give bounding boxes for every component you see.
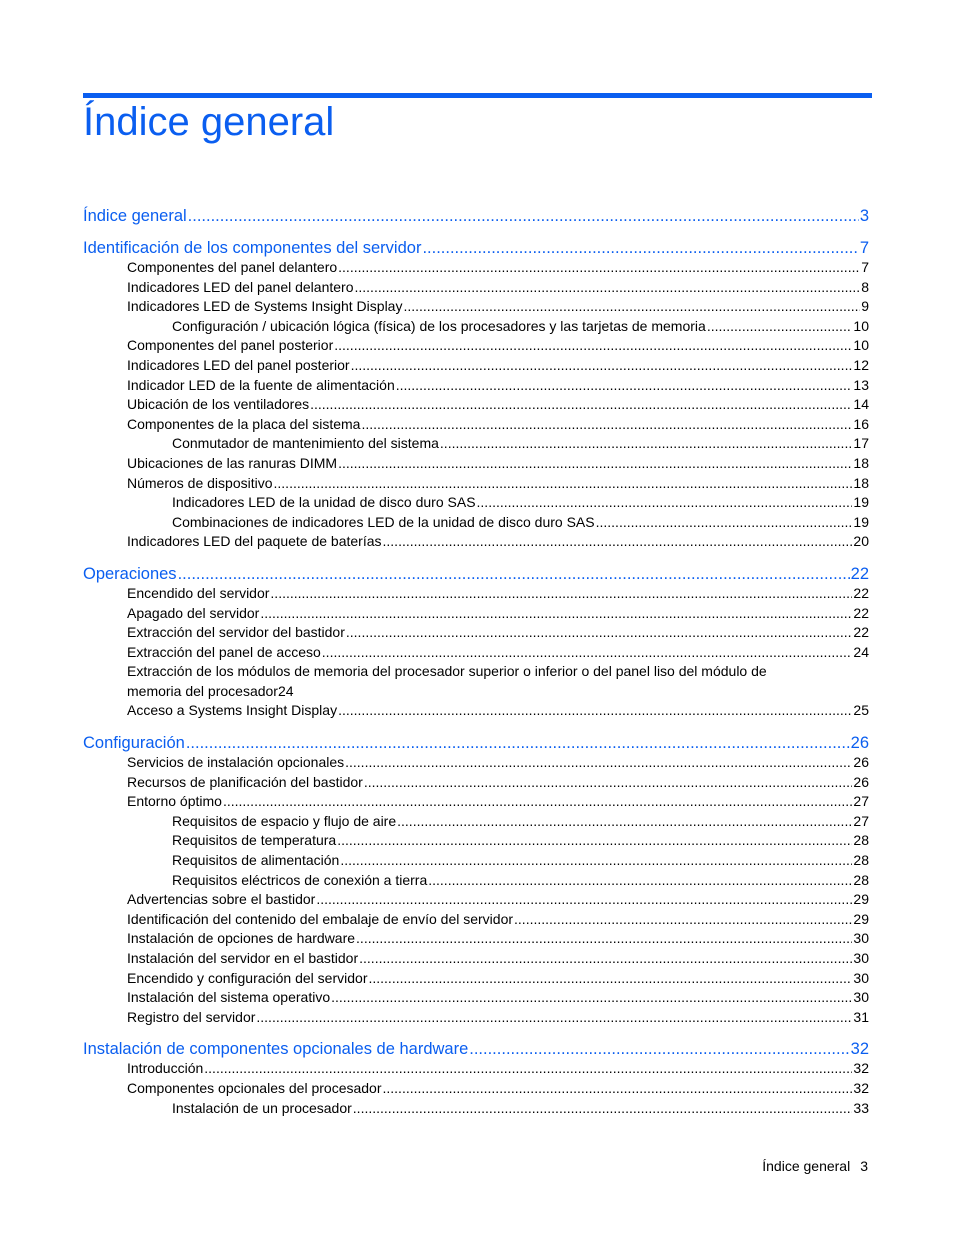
toc-leader-dots [256, 1008, 852, 1028]
toc-leader-dots [469, 1040, 849, 1059]
toc-entry[interactable] [83, 753, 869, 773]
toc-entry-title: Operaciones [83, 564, 177, 583]
toc-entry-title: Componentes del panel posterior [127, 337, 334, 354]
toc-leader-dots [270, 584, 852, 604]
toc-entry[interactable] [83, 1037, 869, 1059]
toc-entry-page: 28 [853, 871, 869, 888]
toc-entry-page: 10 [853, 337, 869, 354]
toc-entry[interactable] [83, 434, 869, 454]
toc-entry-title: Combinaciones de indicadores LED de la unidad de disco duro SAS [172, 513, 595, 530]
toc-entry[interactable] [83, 731, 869, 753]
toc-leader-dots [316, 890, 852, 910]
toc-entry-title: Recursos de planificación del bastidor [127, 773, 363, 790]
toc-leader-dots [355, 278, 861, 298]
toc-leader-dots [396, 376, 853, 396]
toc-entry-page: 18 [853, 474, 869, 491]
toc-entry-title: Indicadores LED del panel posterior [127, 356, 350, 373]
toc-entry-page: 25 [853, 702, 869, 719]
toc-entry[interactable] [83, 454, 869, 474]
toc-entry-page: 24 [853, 643, 869, 660]
toc-entry-title: Identificación de los componentes del servidor [83, 239, 422, 257]
toc-entry-title: Encendido del servidor [127, 584, 270, 601]
toc-leader-dots [345, 753, 852, 773]
toc-leader-dots [359, 949, 852, 969]
toc-leader-dots [353, 1099, 853, 1119]
title-rule [83, 93, 872, 98]
toc-leader-dots [383, 532, 853, 552]
toc-leader-dots [338, 701, 852, 721]
toc-leader-dots [428, 871, 852, 891]
toc-entry-title: Identificación del contenido del embalaje de envío del servidor [127, 910, 514, 927]
toc-entry[interactable] [83, 513, 869, 533]
toc-entry-title: Requisitos eléctricos de conexión a tierra [172, 871, 428, 888]
toc-entry[interactable] [83, 356, 869, 376]
toc-entry-title: Instalación de un procesador [172, 1099, 352, 1116]
toc-entry[interactable] [83, 1099, 869, 1119]
toc-entry[interactable] [83, 1008, 869, 1028]
toc-entry-page: 24 [277, 682, 294, 699]
toc-entry[interactable] [83, 662, 869, 701]
toc-entry-title: Extracción del panel de acceso [127, 643, 321, 660]
toc-entry-page: 26 [853, 773, 869, 790]
toc-entry-page: 32 [853, 1079, 869, 1096]
toc-entry-page: 30 [853, 989, 869, 1006]
toc-leader-dots [364, 773, 853, 793]
toc-entry-title: Acceso a Systems Insight Display [127, 702, 338, 719]
toc-entry[interactable] [83, 969, 869, 989]
toc-entry[interactable] [83, 1079, 869, 1099]
toc-entry-title: Números de dispositivo [127, 474, 273, 491]
toc-entry-title: Instalación de componentes opcionales de hardware [83, 1040, 469, 1059]
toc-entry[interactable] [83, 910, 869, 930]
toc-entry-page: 7 [861, 259, 869, 275]
toc-entry-title: Instalación del sistema operativo [127, 989, 331, 1006]
toc-leader-dots [361, 415, 852, 435]
toc-entry-title: Indicadores LED del paquete de baterías [127, 533, 382, 550]
toc-entry[interactable] [83, 1059, 869, 1079]
toc-entry-page: 7 [859, 239, 869, 257]
toc-entry-page: 27 [853, 793, 869, 810]
toc-entry-page: 13 [853, 376, 869, 393]
toc-entry-title: Extracción de los módulos de memoria del procesador superior o inferior o del panel liso del módulo de [127, 663, 767, 680]
toc-entry-title: Índice general [83, 207, 187, 225]
toc-entry-title: Extracción del servidor del bastidor [127, 624, 345, 641]
toc-entry-page: 9 [861, 298, 869, 315]
toc-entry[interactable] [83, 204, 869, 226]
toc-entry[interactable] [83, 258, 869, 278]
toc-entry-title: Indicadores LED de la unidad de disco duro SAS [172, 494, 476, 511]
toc-entry-title: Conmutador de mantenimiento del sistema [172, 435, 439, 452]
toc-entry-title: Ubicación de los ventiladores [127, 396, 310, 413]
toc-entry-page: 30 [853, 930, 869, 947]
toc-entry[interactable] [83, 236, 869, 258]
toc-entry-page: 12 [853, 356, 869, 373]
toc-entry-page: 26 [850, 734, 869, 753]
toc-leader-dots [596, 513, 853, 533]
toc-leader-dots [178, 565, 850, 584]
toc-entry[interactable] [83, 929, 869, 949]
toc-leader-dots [514, 910, 852, 930]
toc-leader-dots [274, 474, 853, 494]
toc-entry-title: Componentes opcionales del procesador [127, 1079, 382, 1096]
toc-entry-page: 26 [853, 754, 869, 771]
toc-entry-title: Ubicaciones de las ranuras DIMM [127, 454, 338, 471]
toc-leader-dots [331, 988, 852, 1008]
footer-label: Índice general [762, 1158, 851, 1174]
toc-entry[interactable] [83, 493, 869, 513]
toc-entry-page: 31 [853, 1008, 869, 1025]
toc-entry-page: 22 [853, 584, 869, 601]
toc-entry-title: Indicadores LED de Systems Insight Display [127, 298, 403, 315]
toc-entry[interactable] [83, 851, 869, 871]
toc-entry-page: 30 [853, 950, 869, 966]
toc-entry-title: Encendido y configuración del servidor [127, 969, 368, 986]
toc-entry-title: Instalación de opciones de hardware [127, 930, 356, 947]
toc-entry[interactable] [83, 297, 869, 317]
toc-entry-title: memoria del procesador [127, 682, 278, 699]
toc-leader-dots [397, 812, 852, 832]
toc-entry[interactable] [83, 643, 869, 663]
toc-entry-title: Indicadores LED del panel delantero [127, 278, 354, 295]
toc-entry[interactable] [83, 949, 869, 969]
toc-entry-title: Servicios de instalación opcionales [127, 754, 345, 771]
toc-entry-page: 30 [853, 969, 869, 986]
toc-leader-dots [383, 1079, 853, 1099]
toc-entry[interactable] [83, 604, 869, 624]
toc-entry[interactable] [83, 623, 869, 643]
toc-leader-dots [322, 643, 853, 663]
toc-entry-page: 3 [859, 207, 869, 225]
toc-entry-title: Instalación del servidor en el bastidor [127, 950, 359, 966]
toc-entry[interactable] [83, 871, 869, 891]
toc-entry[interactable] [83, 562, 869, 584]
toc-entry[interactable] [83, 988, 869, 1008]
toc-entry[interactable] [83, 474, 869, 494]
toc-leader-dots [356, 929, 852, 949]
toc-leader-dots [707, 317, 853, 337]
toc-entry-page: 29 [853, 910, 869, 927]
toc-entry[interactable] [83, 317, 869, 337]
toc-leader-dots [186, 734, 850, 753]
toc-entry[interactable] [83, 376, 869, 396]
toc-entry-page: 29 [853, 891, 869, 908]
toc-entry-title: Advertencias sobre el bastidor [127, 891, 316, 908]
toc-entry-page: 22 [853, 604, 869, 621]
toc-entry[interactable] [83, 812, 869, 832]
toc-entry-title: Requisitos de temperatura [172, 832, 337, 849]
toc-entry-page: 17 [853, 435, 869, 452]
toc-entry[interactable] [83, 890, 869, 910]
toc-leader-dots [346, 623, 853, 643]
toc-entry-page: 19 [853, 494, 869, 511]
toc-leader-dots [403, 297, 860, 317]
toc-entry-title: Registro del servidor [127, 1008, 256, 1025]
toc-entry-title: Entorno óptimo [127, 793, 222, 810]
toc-entry-title: Requisitos de alimentación [172, 852, 340, 869]
toc-entry-page: 22 [853, 624, 869, 641]
page-title: Índice general [83, 100, 335, 144]
toc-entry-page: 19 [853, 513, 869, 530]
toc-entry[interactable] [83, 336, 869, 356]
toc-entry[interactable] [83, 395, 869, 415]
toc-leader-dots [477, 493, 853, 513]
toc-entry-title: Configuración / ubicación lógica (física) de los procesadores y las tarjetas de memoria [172, 317, 706, 334]
table-of-contents [83, 204, 869, 1118]
toc-entry-title: Componentes de la placa del sistema [127, 415, 361, 432]
toc-entry-page: 14 [853, 396, 869, 413]
toc-entry[interactable] [83, 532, 869, 552]
toc-entry-page: 8 [861, 278, 869, 295]
toc-entry[interactable] [83, 701, 869, 721]
toc-entry-page: 32 [853, 1060, 869, 1077]
toc-leader-dots [422, 239, 858, 258]
toc-leader-dots [260, 604, 852, 624]
toc-entry-page: 33 [853, 1099, 869, 1116]
toc-entry-title: Configuración [83, 734, 185, 753]
toc-leader-dots [310, 395, 852, 415]
toc-entry-page: 27 [853, 812, 869, 829]
toc-entry[interactable] [83, 792, 869, 812]
toc-entry-title: Indicador LED de la fuente de alimentación [127, 376, 395, 393]
toc-leader-dots [368, 969, 852, 989]
toc-entry-page: 28 [853, 832, 869, 849]
footer-page-number: 3 [860, 1158, 868, 1174]
toc-leader-dots [337, 831, 852, 851]
toc-entry-continuation [127, 682, 869, 702]
toc-entry[interactable] [83, 773, 869, 793]
toc-entry-page: 20 [853, 533, 869, 550]
toc-entry[interactable] [83, 415, 869, 435]
toc-leader-dots [351, 356, 853, 376]
page-footer [762, 1158, 868, 1174]
toc-entry-page: 10 [853, 317, 869, 334]
toc-entry[interactable] [83, 584, 869, 604]
toc-leader-dots [340, 851, 852, 871]
toc-entry[interactable] [83, 831, 869, 851]
toc-leader-dots [204, 1059, 852, 1079]
toc-leader-dots [334, 336, 852, 356]
toc-entry-page: 28 [853, 852, 869, 869]
toc-entry-page: 22 [850, 564, 869, 583]
toc-entry-title: Requisitos de espacio y flujo de aire [172, 812, 397, 829]
toc-leader-dots [338, 454, 852, 474]
toc-entry-title: Componentes del panel delantero [127, 259, 338, 275]
toc-leader-dots [440, 434, 853, 454]
toc-entry-title: Introducción [127, 1060, 204, 1077]
toc-entry-page: 18 [853, 454, 869, 471]
toc-leader-dots [338, 258, 860, 278]
toc-entry-title: Apagado del servidor [127, 604, 260, 621]
toc-leader-dots [188, 207, 859, 226]
toc-entry-page: 32 [850, 1040, 869, 1059]
toc-entry-page: 16 [853, 415, 869, 432]
toc-leader-dots [223, 792, 852, 812]
toc-entry[interactable] [83, 278, 869, 298]
